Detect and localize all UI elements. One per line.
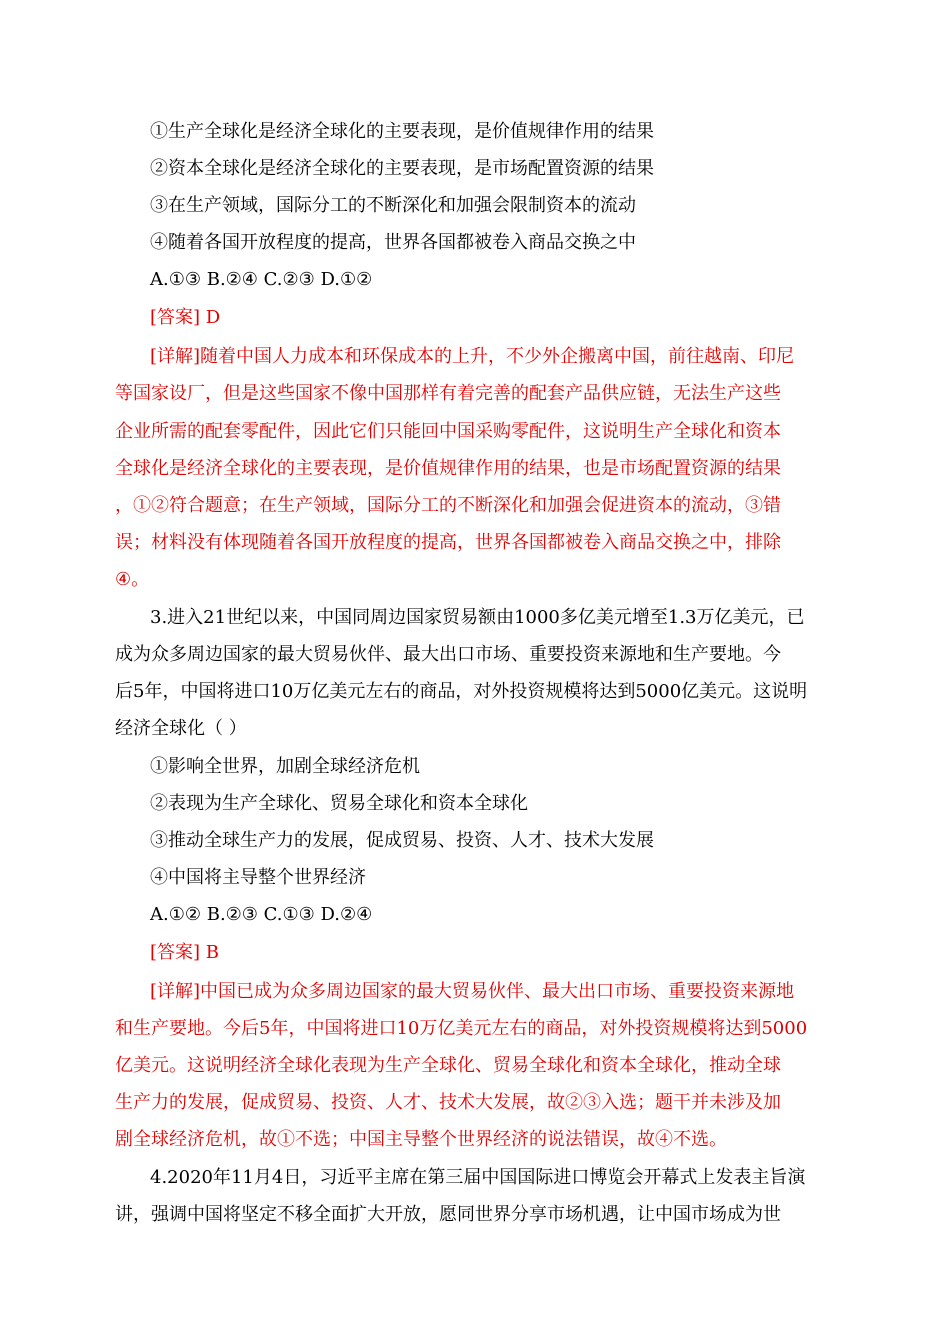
q2-explanation-line: 误；材料没有体现随着各国开放程度的提高，世界各国都被卷入商品交换之中，排除: [115, 532, 781, 553]
q2-explanation-line: 企业所需的配套零配件，因此它们只能回中国采购零配件，这说明生产全球化和资本: [115, 421, 781, 442]
q3-stem-line: 成为众多周边国家的最大贸易伙伴、最大出口市场、重要投资来源地和生产要地。今: [115, 644, 781, 665]
q3-stem-line: 3.进入21世纪以来，中国同周边国家贸易额由1000多亿美元增至1.3万亿美元，已: [150, 607, 805, 628]
q4-stem-line: 4.2020年11月4日，习近平主席在第三届中国国际进口博览会开幕式上发表主旨演: [150, 1167, 806, 1188]
q2-option-4: ④随着各国开放程度的提高，世界各国都被卷入商品交换之中: [150, 232, 636, 253]
q2-option-1: ①生产全球化是经济全球化的主要表现，是价值规律作用的结果: [150, 121, 654, 142]
q3-explanation-line: 剧全球经济危机，故①不选；中国主导整个世界经济的说法错误，故④不选。: [115, 1129, 727, 1150]
q3-option-2: ②表现为生产全球化、贸易全球化和资本全球化: [150, 793, 528, 814]
q3-explanation-line: 生产力的发展，促成贸易、投资、人才、技术大发展，故②③入选；题干并未涉及加: [115, 1092, 781, 1113]
q3-option-4: ④中国将主导整个世界经济: [150, 867, 366, 888]
q2-explanation-line: ④。: [115, 569, 150, 590]
q3-choices: A.①② B.②③ C.①③ D.②④: [150, 904, 373, 925]
q3-option-1: ①影响全世界，加剧全球经济危机: [150, 756, 420, 777]
q2-option-3: ③在生产领域，国际分工的不断深化和加强会限制资本的流动: [150, 195, 636, 216]
q3-stem-line: 经济全球化（ ）: [115, 718, 247, 739]
q3-option-3: ③推动全球生产力的发展，促成贸易、投资、人才、技术大发展: [150, 830, 654, 851]
q3-explanation-line: 和生产要地。今后5年，中国将进口10万亿美元左右的商品，对外投资规模将达到5000: [115, 1018, 808, 1039]
q3-explanation-line: 亿美元。这说明经济全球化表现为生产全球化、贸易全球化和资本全球化，推动全球: [115, 1055, 781, 1076]
q3-explanation-line: [详解]中国已成为众多周边国家的最大贸易伙伴、最大出口市场、重要投资来源地: [150, 981, 795, 1002]
q2-choices: A.①③ B.②④ C.②③ D.①②: [150, 269, 373, 290]
q2-explanation-line: ，①②符合题意；在生产领域，国际分工的不断深化和加强会促进资本的流动，③错: [115, 495, 781, 516]
q2-option-2: ②资本全球化是经济全球化的主要表现，是市场配置资源的结果: [150, 158, 654, 179]
q3-answer: [答案] B: [150, 942, 219, 963]
q2-explanation-line: 等国家设厂，但是这些国家不像中国那样有着完善的配套产品供应链，无法生产这些: [115, 383, 781, 404]
q2-explanation-line: [详解]随着中国人力成本和环保成本的上升，不少外企搬离中国，前往越南、印尼: [150, 346, 795, 367]
q4-stem-line: 讲，强调中国将坚定不移全面扩大开放，愿同世界分享市场机遇，让中国市场成为世: [115, 1204, 781, 1225]
q2-answer: [答案] D: [150, 307, 221, 328]
q3-stem-line: 后5年，中国将进口10万亿美元左右的商品，对外投资规模将达到5000亿美元。这说明: [115, 681, 808, 702]
q2-explanation-line: 全球化是经济全球化的主要表现，是价值规律作用的结果，也是市场配置资源的结果: [115, 458, 781, 479]
